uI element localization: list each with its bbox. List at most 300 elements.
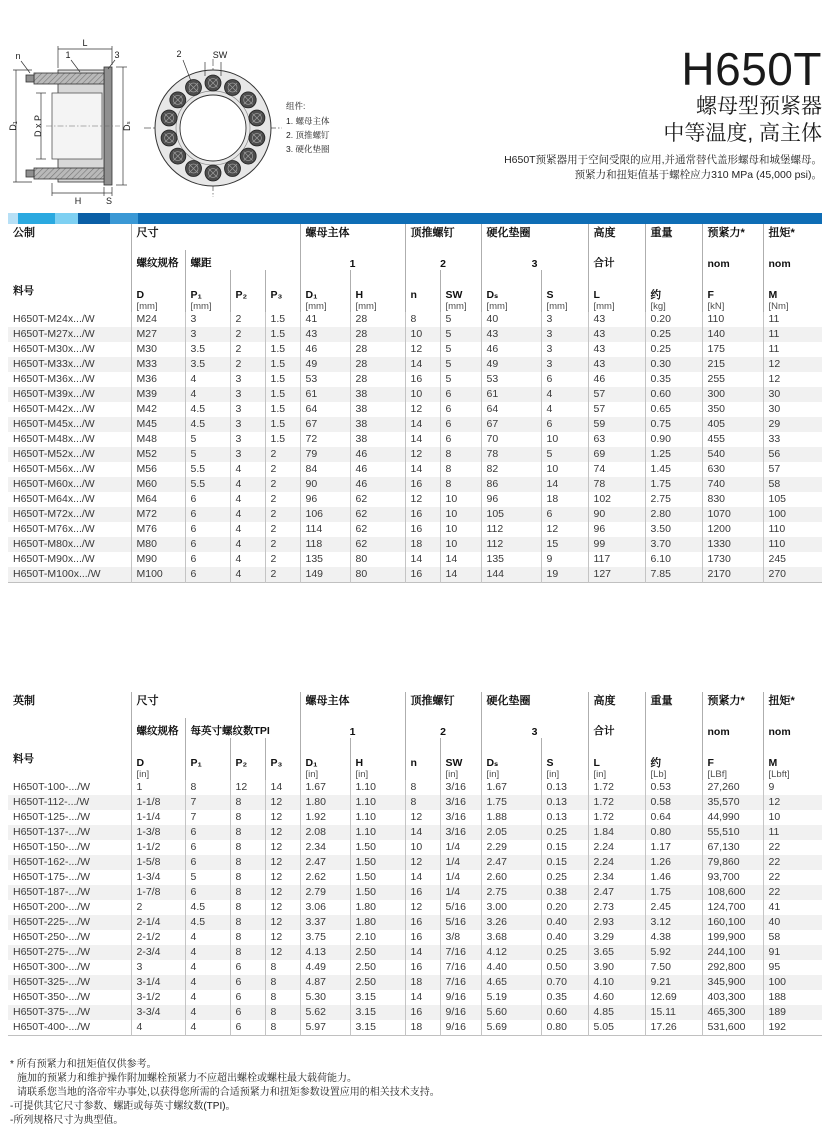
table-cell: 38 <box>350 387 405 402</box>
table-cell: H650T-M39x.../W <box>13 388 95 400</box>
table-cell: 403,300 <box>702 990 763 1005</box>
part-number-header: 料号 <box>13 753 34 765</box>
table-cell: 7.50 <box>645 960 702 975</box>
table-cell: 18 <box>405 975 440 990</box>
table-cell: 4 <box>185 960 230 975</box>
table-cell: 14 <box>405 825 440 840</box>
table-cell: 1730 <box>702 552 763 567</box>
table-cell: H650T-275-.../W <box>13 946 91 958</box>
group-header-row <box>8 692 822 718</box>
table-cell: 112 <box>481 537 541 552</box>
table-row <box>8 507 822 522</box>
table-cell: 8 <box>440 447 481 462</box>
table-cell: 6 <box>185 552 230 567</box>
table-cell: 2.50 <box>350 975 405 990</box>
callout-2: 2 <box>176 49 182 59</box>
table-cell: 3.5 <box>185 357 230 372</box>
table-cell: 0.25 <box>541 825 588 840</box>
dim-label-Ds: Dₛ <box>122 121 132 131</box>
table-cell: 5.5 <box>185 477 230 492</box>
table-cell: H650T-M45x.../W <box>13 418 95 430</box>
table-cell: 2 <box>265 477 300 492</box>
accent-segment <box>138 213 822 224</box>
column-header: H [mm] <box>350 270 405 312</box>
subtitle-line2: 中等温度, 高主体 <box>663 122 822 146</box>
table-cell: 3/8 <box>440 930 481 945</box>
table-cell: 22 <box>763 870 822 885</box>
table-cell: 15 <box>541 537 588 552</box>
table-cell: 22 <box>763 840 822 855</box>
table-cell: 1.92 <box>300 810 350 825</box>
table-cell: 124,700 <box>702 900 763 915</box>
table-cell: 10 <box>541 432 588 447</box>
table-cell: H650T-200-.../W <box>13 901 91 913</box>
table-cell: 135 <box>300 552 350 567</box>
item-number-2: 2 <box>405 718 481 738</box>
table-cell: 6 <box>185 522 230 537</box>
table-cell: 0.25 <box>645 327 702 342</box>
table-cell: 3-3/4 <box>131 1005 185 1020</box>
table-cell: 4 <box>230 492 265 507</box>
table-cell: M60 <box>131 477 185 492</box>
table-cell: 188 <box>763 990 822 1005</box>
table-cell: M45 <box>131 417 185 432</box>
table-cell: 10 <box>440 537 481 552</box>
accent-segment <box>55 213 78 224</box>
table-cell: H650T-M52x.../W <box>13 448 95 460</box>
item-number-1: 1 <box>300 250 405 270</box>
table-cell: 3.12 <box>645 915 702 930</box>
table-cell: 44,990 <box>702 810 763 825</box>
table-cell: 59 <box>588 417 645 432</box>
table-row <box>8 990 822 1005</box>
table-row <box>8 537 822 552</box>
table-cell: 2.80 <box>645 507 702 522</box>
table-cell: 8 <box>405 312 440 327</box>
table-cell: 1.5 <box>265 342 300 357</box>
table-cell: 6 <box>185 537 230 552</box>
table-cell: 8 <box>230 945 265 960</box>
table-cell: H650T-M64x.../W <box>13 493 95 505</box>
table-cell: 16 <box>405 1005 440 1020</box>
table-cell: 57 <box>588 387 645 402</box>
table-cell: 14 <box>405 870 440 885</box>
table-cell: 63 <box>588 432 645 447</box>
table-cell: 1/4 <box>440 855 481 870</box>
table-cell: 4 <box>185 990 230 1005</box>
table-cell: 8 <box>440 477 481 492</box>
table-cell: 82 <box>481 462 541 477</box>
table-cell: 1.84 <box>588 825 645 840</box>
spacer-cell <box>8 250 131 270</box>
table-cell: 1.75 <box>645 477 702 492</box>
table-cell: 70 <box>481 432 541 447</box>
table-cell: 405 <box>702 417 763 432</box>
spacer-cell <box>645 250 702 270</box>
table-cell: 6 <box>440 402 481 417</box>
table-row <box>8 1020 822 1036</box>
front-view <box>144 49 282 197</box>
table-cell: 149 <box>300 567 350 583</box>
sub-thread: 螺纹规格 <box>131 250 185 270</box>
table-cell: 90 <box>300 477 350 492</box>
table-cell: 6 <box>185 885 230 900</box>
table-cell: 0.40 <box>541 915 588 930</box>
table-cell: 465,300 <box>702 1005 763 1020</box>
accent-segment <box>8 213 18 224</box>
table-cell: 5.19 <box>481 990 541 1005</box>
table-cell: 18 <box>405 1020 440 1036</box>
table-cell: 0.15 <box>541 840 588 855</box>
table-cell: 2 <box>230 357 265 372</box>
table-cell: 118 <box>300 537 350 552</box>
table-cell: 78 <box>588 477 645 492</box>
dim-label-H: H <box>74 196 82 206</box>
table-cell: 0.64 <box>645 810 702 825</box>
table-cell: 4 <box>230 477 265 492</box>
table-cell: 12 <box>265 945 300 960</box>
table-cell: 1-3/4 <box>131 870 185 885</box>
table-cell: 35,570 <box>702 795 763 810</box>
table-cell: 2.60 <box>481 870 541 885</box>
table-cell: 6 <box>440 432 481 447</box>
table-cell: H650T-325-.../W <box>13 976 91 988</box>
table-cell: 1.75 <box>481 795 541 810</box>
subheader-row <box>8 718 822 738</box>
table-cell: 0.50 <box>541 960 588 975</box>
table-cell: H650T-M24x.../W <box>13 313 95 325</box>
table-cell: 5.97 <box>300 1020 350 1036</box>
table-cell: 175 <box>702 342 763 357</box>
table-cell: 1/4 <box>440 840 481 855</box>
table-cell: 1.25 <box>645 447 702 462</box>
table-cell: 6 <box>541 417 588 432</box>
table-cell: 6 <box>185 855 230 870</box>
table-cell: 16 <box>405 372 440 387</box>
jackbolt-bottom-shape <box>34 168 104 179</box>
table-cell: 4 <box>541 402 588 417</box>
table-cell: 8 <box>230 915 265 930</box>
table-cell: 3.15 <box>350 990 405 1005</box>
table-cell: 12 <box>265 900 300 915</box>
column-header: P₂ <box>230 270 265 312</box>
description <box>302 153 822 185</box>
table-cell: 292,800 <box>702 960 763 975</box>
table-cell: 11 <box>763 327 822 342</box>
table-cell: 127 <box>588 567 645 583</box>
table-cell: 8 <box>440 462 481 477</box>
table-cell: 16 <box>405 507 440 522</box>
table-cell: 2 <box>265 522 300 537</box>
group-torque: 扭矩* <box>763 224 822 250</box>
item-number-2: 2 <box>405 250 481 270</box>
table-cell: 80 <box>350 567 405 583</box>
table-cell: M24 <box>131 312 185 327</box>
table-cell: 0.20 <box>645 312 702 327</box>
table-cell: 8 <box>265 975 300 990</box>
table-cell: 1.50 <box>350 855 405 870</box>
table-cell: 1.72 <box>588 795 645 810</box>
table-cell: M33 <box>131 357 185 372</box>
table-cell: 2.79 <box>300 885 350 900</box>
table-cell: 4 <box>185 1005 230 1020</box>
table-cell: M27 <box>131 327 185 342</box>
table-cell: 14 <box>405 990 440 1005</box>
table-cell: 8 <box>265 960 300 975</box>
table-cell: 4 <box>185 930 230 945</box>
table-cell: 3 <box>230 372 265 387</box>
table-cell: 43 <box>588 342 645 357</box>
table-cell: 3.75 <box>300 930 350 945</box>
table-cell: 86 <box>481 477 541 492</box>
group-preload: 预紧力* <box>702 692 763 718</box>
table-cell: 18 <box>405 537 440 552</box>
table-cell: 0.35 <box>645 372 702 387</box>
table-cell: 38 <box>350 417 405 432</box>
table-cell: 0.13 <box>541 780 588 795</box>
table-cell: 8 <box>405 795 440 810</box>
table-cell: 2170 <box>702 567 763 583</box>
table-cell: M90 <box>131 552 185 567</box>
dim-label-S: S <box>105 196 113 206</box>
table-cell: 5.69 <box>481 1020 541 1036</box>
table-cell: 1-3/8 <box>131 825 185 840</box>
table-cell: 1.72 <box>588 810 645 825</box>
table-row <box>8 840 822 855</box>
table-cell: 11 <box>763 342 822 357</box>
table-cell: 630 <box>702 462 763 477</box>
sub-total: 合计 <box>588 250 645 270</box>
table-cell: 2 <box>131 900 185 915</box>
table-cell: 16 <box>405 930 440 945</box>
table-cell: 4.87 <box>300 975 350 990</box>
table-cell: 78 <box>481 447 541 462</box>
table-cell: 5.92 <box>645 945 702 960</box>
table-cell: 7/16 <box>440 975 481 990</box>
table-cell: 5 <box>185 870 230 885</box>
table-cell: 79,860 <box>702 855 763 870</box>
table-cell: H650T-M48x.../W <box>13 433 95 445</box>
table-cell: 46 <box>300 342 350 357</box>
table-cell: 3/16 <box>440 825 481 840</box>
subheader-row <box>8 250 822 270</box>
table-cell: H650T-M33x.../W <box>13 358 95 370</box>
table-cell: 43 <box>481 327 541 342</box>
table-cell: 0.60 <box>645 387 702 402</box>
group-washer: 硬化垫圈 <box>481 224 588 250</box>
table-cell: 28 <box>350 327 405 342</box>
table-cell: 96 <box>300 492 350 507</box>
table-cell: 12 <box>265 885 300 900</box>
table-cell: 6 <box>185 567 230 583</box>
table-cell: 16 <box>405 915 440 930</box>
table-cell: 5/16 <box>440 900 481 915</box>
table-cell: 93,700 <box>702 870 763 885</box>
table-cell: H650T-300-.../W <box>13 961 91 973</box>
column-header: n <box>405 738 440 780</box>
table-cell: 2.34 <box>588 870 645 885</box>
legend-item: 2. 顶推螺钉 <box>286 130 330 140</box>
table-cell: H650T-375-.../W <box>13 1006 91 1018</box>
table-cell: 43 <box>588 327 645 342</box>
table-row <box>8 432 822 447</box>
table-cell: 10 <box>405 840 440 855</box>
table-cell: 8 <box>405 780 440 795</box>
table-cell: 2.93 <box>588 915 645 930</box>
table-cell: M76 <box>131 522 185 537</box>
table-cell: 8 <box>230 870 265 885</box>
table-cell: 270 <box>763 567 822 583</box>
table-cell: 61 <box>300 387 350 402</box>
table-cell: 6 <box>230 990 265 1005</box>
table-cell: 1-1/2 <box>131 840 185 855</box>
table-cell: 4 <box>185 372 230 387</box>
table-cell: 14 <box>405 945 440 960</box>
table-cell: 2 <box>265 567 300 583</box>
table-cell: 12 <box>541 522 588 537</box>
column-header: H [in] <box>350 738 405 780</box>
table-cell: 12 <box>405 447 440 462</box>
table-cell: 1.5 <box>265 387 300 402</box>
table-cell: 1.26 <box>645 855 702 870</box>
table-cell: 0.30 <box>645 357 702 372</box>
table-cell: 2.75 <box>645 492 702 507</box>
table-cell: 1/4 <box>440 870 481 885</box>
column-header: P₂ <box>230 738 265 780</box>
table-cell: 1330 <box>702 537 763 552</box>
table-cell: 3 <box>230 447 265 462</box>
table-row <box>8 810 822 825</box>
table-cell: 12 <box>405 810 440 825</box>
table-cell: 1.10 <box>350 795 405 810</box>
table-cell: 114 <box>300 522 350 537</box>
accent-bar <box>8 213 822 224</box>
table-cell: 46 <box>588 372 645 387</box>
table-cell: 4.5 <box>185 402 230 417</box>
table-cell: 0.58 <box>645 795 702 810</box>
table-cell: 110 <box>763 522 822 537</box>
table-cell: 3 <box>541 312 588 327</box>
table-cell: 0.80 <box>645 825 702 840</box>
table-cell: 62 <box>350 537 405 552</box>
group-weight: 重量 <box>645 224 702 250</box>
table-cell: 10 <box>763 810 822 825</box>
table-cell: 8 <box>230 885 265 900</box>
table-cell: 3.15 <box>350 1020 405 1036</box>
sub-total: 合计 <box>588 718 645 738</box>
table-cell: 61 <box>481 387 541 402</box>
table-cell: 14 <box>405 552 440 567</box>
table-cell: 112 <box>481 522 541 537</box>
table-cell: 4 <box>230 552 265 567</box>
legend-item: 3. 硬化垫圈 <box>286 144 330 154</box>
column-header: P₃ <box>265 270 300 312</box>
table-cell: 7 <box>185 810 230 825</box>
table-row <box>8 885 822 900</box>
callout-1: 1 <box>65 50 71 60</box>
table-cell: 3/16 <box>440 795 481 810</box>
table-cell: 2 <box>265 492 300 507</box>
column-header: Dₛ [in] <box>481 738 541 780</box>
group-washer: 硬化垫圈 <box>481 692 588 718</box>
table-cell: 3.90 <box>588 960 645 975</box>
imperial-table-body <box>8 780 822 1036</box>
table-cell: 5.5 <box>185 462 230 477</box>
table-cell: 0.15 <box>541 855 588 870</box>
table-cell: 1-1/4 <box>131 810 185 825</box>
table-cell: 55,510 <box>702 825 763 840</box>
table-cell: 62 <box>350 522 405 537</box>
table-cell: 2 <box>265 507 300 522</box>
table-cell: 8 <box>265 1020 300 1036</box>
table-cell: 110 <box>702 312 763 327</box>
table-cell: 2.45 <box>645 900 702 915</box>
table-cell: 49 <box>481 357 541 372</box>
table-cell: 1.72 <box>588 780 645 795</box>
sub-thread: 螺纹规格 <box>131 718 185 738</box>
table-cell: 9/16 <box>440 1005 481 1020</box>
column-header: S [mm] <box>541 270 588 312</box>
table-cell: 0.90 <box>645 432 702 447</box>
table-cell: 2.50 <box>350 960 405 975</box>
column-header: P₁ <box>185 738 230 780</box>
table-cell: 8 <box>230 900 265 915</box>
table-cell: M100 <box>131 567 185 583</box>
table-cell: 2.47 <box>588 885 645 900</box>
table-cell: 7/16 <box>440 945 481 960</box>
table-cell: 10 <box>440 522 481 537</box>
table-cell: 8 <box>230 795 265 810</box>
table-cell: 4 <box>185 975 230 990</box>
table-cell: 5 <box>440 372 481 387</box>
table-cell: 1 <box>131 780 185 795</box>
table-cell: 540 <box>702 447 763 462</box>
table-cell: 3 <box>230 432 265 447</box>
table-cell: M39 <box>131 387 185 402</box>
table-cell: 0.38 <box>541 885 588 900</box>
table-cell: H650T-M36x.../W <box>13 373 95 385</box>
table-cell: 345,900 <box>702 975 763 990</box>
table-cell: 5.30 <box>300 990 350 1005</box>
table-cell: 12.69 <box>645 990 702 1005</box>
table-row <box>8 855 822 870</box>
table-cell: 2 <box>265 552 300 567</box>
table-cell: 5.05 <box>588 1020 645 1036</box>
table-cell: 8 <box>230 930 265 945</box>
table-cell: 1200 <box>702 522 763 537</box>
table-cell: 46 <box>481 342 541 357</box>
table-cell: 199,900 <box>702 930 763 945</box>
table-cell: H650T-137-.../W <box>13 826 91 838</box>
table-cell: 14 <box>440 552 481 567</box>
column-header: P₃ <box>265 738 300 780</box>
table-cell: 1.46 <box>645 870 702 885</box>
table-cell: 30 <box>763 402 822 417</box>
jackbolt-top-shape <box>34 73 104 84</box>
column-header: D [mm] <box>131 270 185 312</box>
table-cell: 1.67 <box>300 780 350 795</box>
imperial-table <box>8 692 822 1036</box>
table-cell: 5 <box>440 342 481 357</box>
table-cell: M72 <box>131 507 185 522</box>
table-cell: 1.10 <box>350 810 405 825</box>
table-row <box>8 825 822 840</box>
table-cell: 102 <box>588 492 645 507</box>
group-dims: 尺寸 <box>131 692 300 718</box>
table-cell: 74 <box>588 462 645 477</box>
bore <box>180 95 246 161</box>
table-cell: 2.75 <box>481 885 541 900</box>
